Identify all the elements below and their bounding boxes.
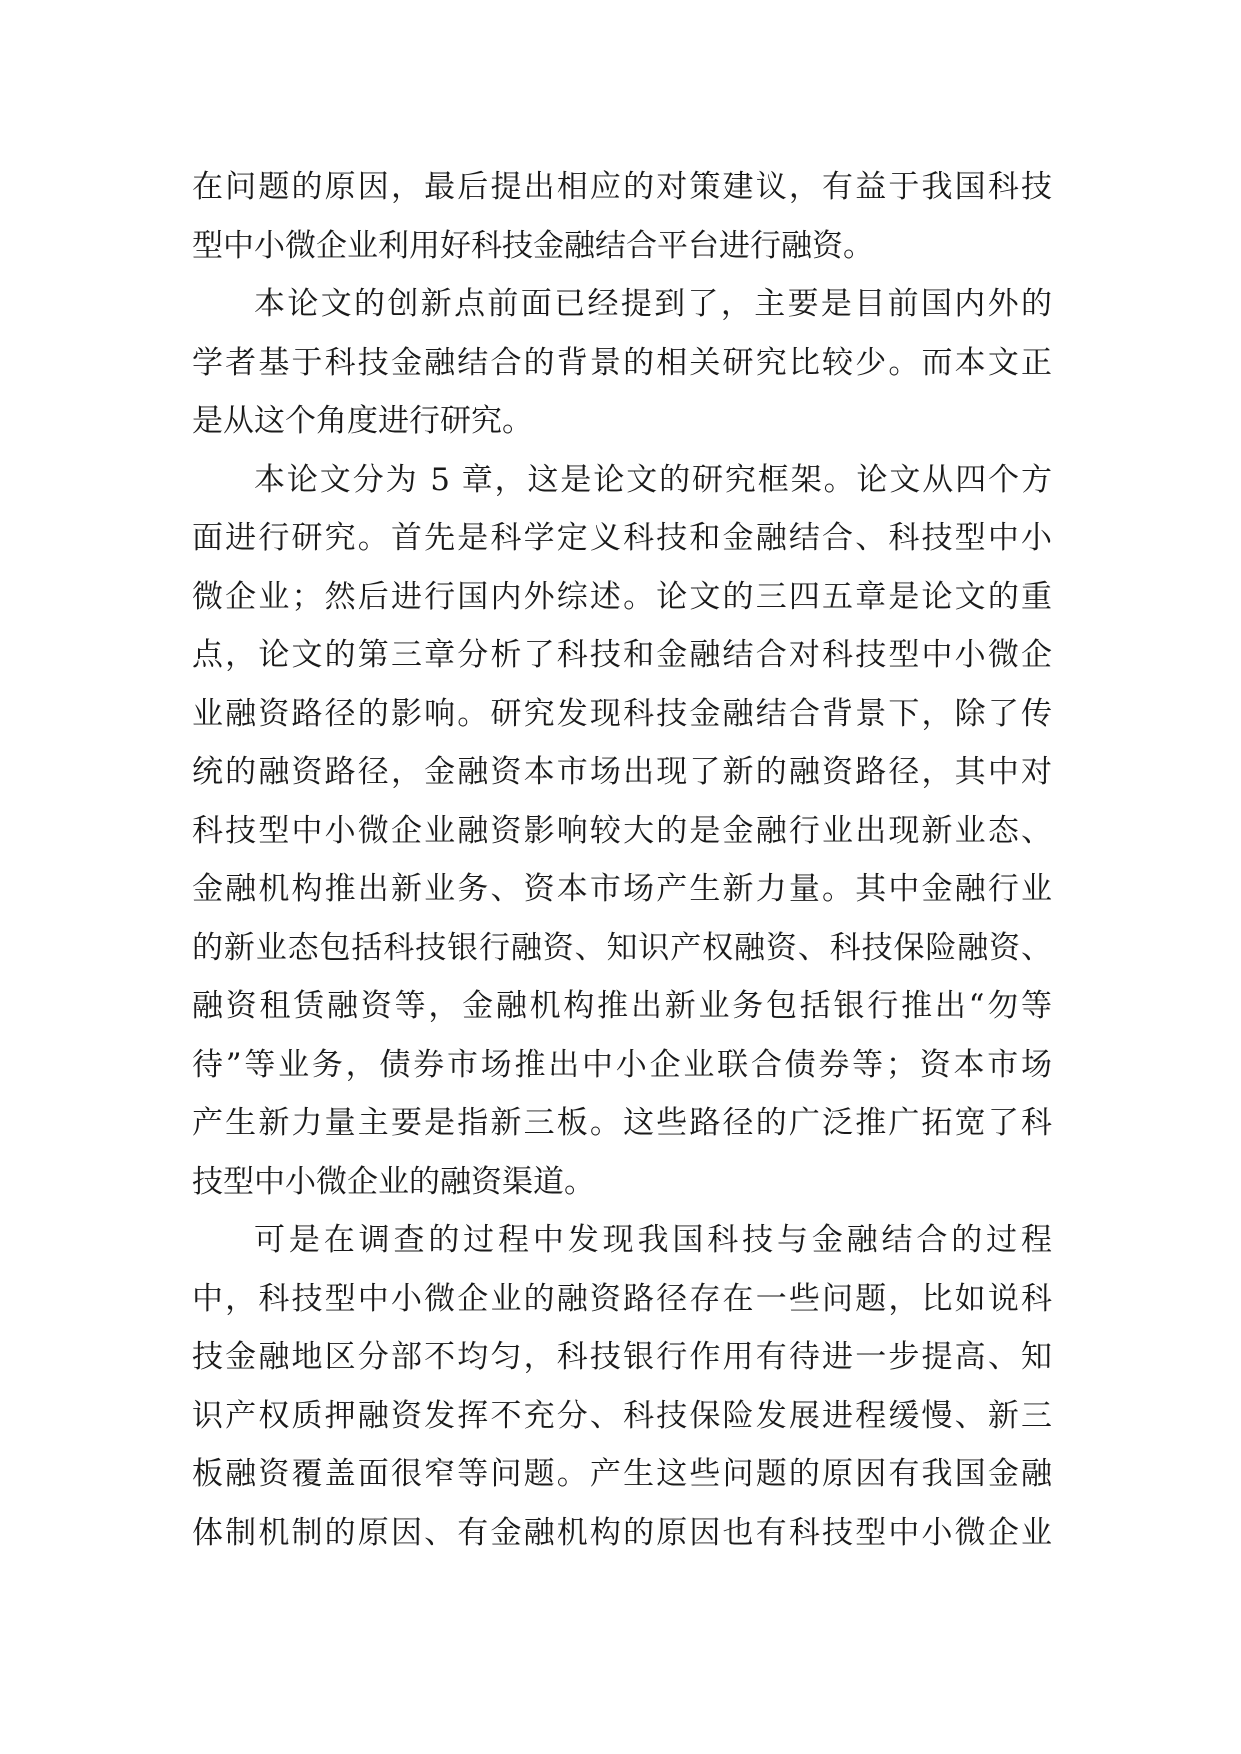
text-line: 待”等业务，债券市场推出中小企业联合债券等；资本市场 [192,1046,1052,1083]
text-line: 科技型中小微企业融资影响较大的是金融行业出现新业态、 [192,812,1052,849]
text-line: 面进行研究。首先是科学定义科技和金融结合、科技型中小 [192,520,1052,556]
text-line: 中，科技型中小微企业的融资路径存在一些问题，比如说科 [192,1280,1052,1317]
text-line: 型中小微企业利用好科技金融结合平台进行融资。 [192,227,874,264]
text-line: 学者基于科技金融结合的背景的相关研究比较少。而本文正 [192,344,1052,381]
text-line: 技型中小微企业的融资渠道。 [192,1163,595,1200]
text-line: 统的融资路径，金融资本市场出现了新的融资路径，其中对 [192,754,1052,790]
paragraph-first-line: 可是在调查的过程中发现我国科技与金融结合的过程 [254,1222,1052,1258]
text-line: 识产权质押融资发挥不充分、科技保险发展进程缓慢、新三 [192,1397,1052,1434]
text-line: 技金融地区分部不均匀，科技银行作用有待进一步提高、知 [192,1339,1052,1375]
paragraph-first-line: 本论文的创新点前面已经提到了，主要是目前国内外的 [254,286,1052,322]
text-line: 板融资覆盖面很窄等问题。产生这些问题的原因有我国金融 [192,1456,1052,1492]
text-line: 点，论文的第三章分析了科技和金融结合对科技型中小微企 [192,637,1052,673]
text-line: 业融资路径的影响。研究发现科技金融结合背景下，除了传 [192,695,1052,732]
paragraph-first-line: 本论文分为 5 章，这是论文的研究框架。论文从四个方 [254,461,1052,498]
body-text [192,158,1052,1562]
text-line: 产生新力量主要是指新三板。这些路径的广泛推广拓宽了科 [192,1105,1052,1141]
text-line: 的新业态包括科技银行融资、知识产权融资、科技保险融资、 [192,929,1052,966]
text-line: 融资租赁融资等，金融机构推出新业务包括银行推出“勿等 [192,988,1052,1024]
text-line: 在问题的原因，最后提出相应的对策建议，有益于我国科技 [192,169,1052,205]
text-line: 体制机制的原因、有金融机构的原因也有科技型中小微企业 [192,1514,1052,1551]
text-line: 是从这个角度进行研究。 [192,403,533,439]
text-line: 金融机构推出新业务、资本市场产生新力量。其中金融行业 [192,871,1052,907]
text-line: 微企业；然后进行国内外综述。论文的三四五章是论文的重 [192,578,1052,615]
